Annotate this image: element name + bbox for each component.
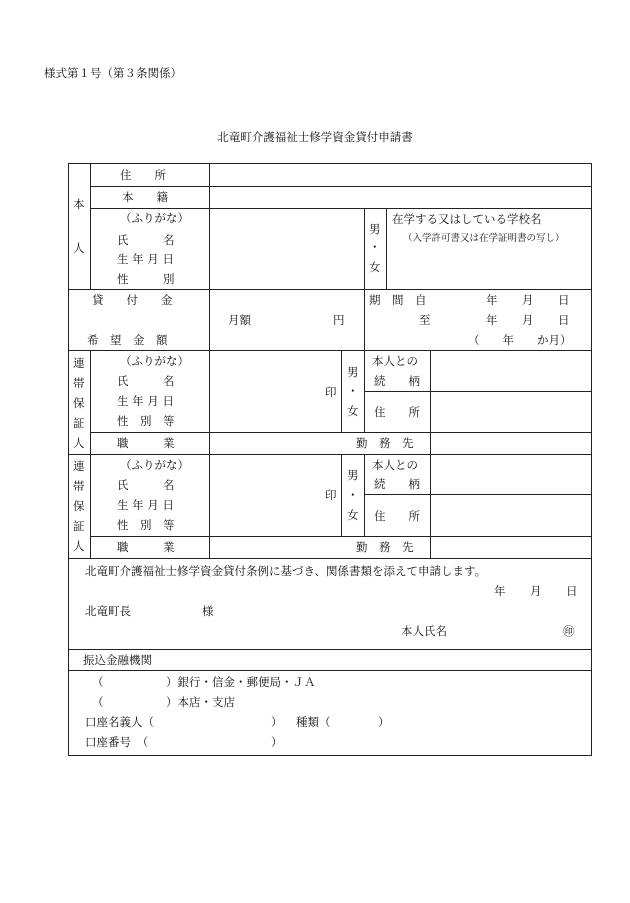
bank-line1-open: （: [92, 675, 104, 689]
addressee: 北竜町長: [85, 604, 131, 618]
period-to-day: 日: [558, 313, 570, 327]
guarantor-1-label-1: 連: [73, 356, 85, 370]
guarantor-2-sex-label: 性 別 等: [117, 518, 175, 532]
guarantor-1-name-label: 氏 名: [117, 374, 175, 388]
account-holder-close: ）: [271, 715, 283, 729]
guarantor-2-sex-male[interactable]: 男: [347, 468, 359, 482]
guarantor-2-address-label: 住 所: [374, 509, 420, 523]
guarantor-1-sex-dot: ・: [347, 384, 359, 398]
guarantor-1-relation-field[interactable]: [433, 353, 588, 389]
declaration-year: 年: [494, 584, 506, 598]
bank-header: 振込金融機関: [83, 653, 152, 667]
guarantor-2-workplace-field[interactable]: [433, 539, 588, 556]
school-label: 在学する又はしている学校名: [392, 212, 542, 226]
period-from-year: 年: [486, 293, 498, 307]
guarantor-2-label-1: 連: [73, 459, 85, 473]
guarantor-2-sex-dot: ・: [347, 488, 359, 502]
declaration-text: 北竜町介護福祉士修学資金貸付条例に基づき、関係書類を添えて申請します。: [85, 564, 487, 578]
applicant-section-label-1: 本: [73, 197, 85, 211]
guarantor-1-address-label: 住 所: [374, 405, 420, 419]
guarantor-1-occupation-field[interactable]: [212, 435, 362, 452]
account-number-field[interactable]: [160, 733, 268, 749]
honorific: 様: [202, 604, 214, 618]
guarantor-1-sex-label: 性 別 等: [117, 414, 175, 428]
guarantor-1-address-field[interactable]: [433, 394, 588, 430]
period-from-label: 期 間 自: [369, 293, 427, 307]
seal-mark-icon: ㊞: [563, 624, 575, 638]
school-name-field[interactable]: [390, 250, 588, 286]
guarantor-1-relation-label-2: 続 柄: [374, 374, 420, 388]
applicant-registry-label: 本 籍: [122, 190, 168, 204]
guarantor-1-label-3: 保: [73, 396, 85, 410]
guarantor-2-occupation-field[interactable]: [212, 539, 362, 556]
bank-name-field[interactable]: [106, 673, 166, 689]
applicant-address-label: 住 所: [120, 168, 166, 182]
guarantor-1-seal: 印: [325, 385, 337, 399]
guarantor-1-relation-label-1: 本人との: [372, 354, 418, 368]
guarantor-1-name-field[interactable]: [212, 353, 339, 430]
guarantor-1-workplace-field[interactable]: [433, 435, 588, 452]
period-from-day: 日: [558, 293, 570, 307]
period-months-note: （ 年 か月）: [468, 333, 572, 347]
guarantor-2-relation-field[interactable]: [433, 457, 588, 492]
monthly-label: 月額: [228, 313, 251, 327]
guarantor-2-workplace-label: 勤 務 先: [356, 540, 414, 554]
guarantor-1-label-5: 人: [73, 436, 85, 450]
applicant-section-label-2: 人: [73, 241, 85, 255]
loan-amount-label-2: 希 望 金 額: [87, 333, 168, 347]
guarantor-2-furigana-label: （ふりがな）: [120, 458, 189, 472]
branch-name-field[interactable]: [106, 693, 166, 709]
period-to-label: 至: [419, 313, 431, 327]
guarantor-1-birth-label: 生 年 月 日: [117, 394, 174, 408]
guarantor-2-label-5: 人: [73, 539, 85, 553]
bank-line2-close: ）本店・支店: [166, 695, 235, 709]
guarantor-2-name-field[interactable]: [212, 457, 339, 534]
period-to-year: 年: [486, 313, 498, 327]
applicant-sex-male[interactable]: 男: [369, 222, 381, 236]
guarantor-2-seal: 印: [325, 488, 337, 502]
yen-label: 円: [333, 313, 345, 327]
account-holder-field[interactable]: [158, 713, 268, 729]
account-type-close: ）: [378, 715, 390, 729]
guarantor-2-relation-label-1: 本人との: [372, 458, 418, 472]
guarantor-1-furigana-label: （ふりがな）: [120, 354, 189, 368]
account-number-label: 口座番号 （: [85, 735, 149, 749]
account-type-field[interactable]: [340, 713, 376, 729]
guarantor-1-label-4: 証: [73, 416, 85, 430]
guarantor-2-address-field[interactable]: [433, 497, 588, 534]
declaration-month: 月: [530, 584, 542, 598]
applicant-sex-female[interactable]: 女: [369, 260, 381, 274]
bank-line1-close: ）銀行・信金・郵便局・ＪＡ: [166, 675, 316, 689]
guarantor-1-label-2: 帯: [73, 376, 85, 390]
applicant-name-sign-field[interactable]: [452, 621, 556, 639]
account-number-close: ）: [271, 735, 283, 749]
guarantor-1-occupation-label: 職 業: [117, 436, 175, 450]
applicant-registry-field[interactable]: [212, 189, 588, 207]
guarantor-2-label-4: 証: [73, 519, 85, 533]
guarantor-2-label-3: 保: [73, 499, 85, 513]
period-from-month: 月: [522, 293, 534, 307]
declaration-day: 日: [566, 584, 578, 598]
guarantor-2-name-label: 氏 名: [117, 478, 175, 492]
account-type-label: 種類（: [296, 715, 331, 729]
guarantor-2-sex-female[interactable]: 女: [347, 508, 359, 522]
guarantor-2-birth-label: 生 年 月 日: [117, 498, 174, 512]
guarantor-1-workplace-label: 勤 務 先: [356, 436, 414, 450]
guarantor-1-sex-female[interactable]: 女: [347, 404, 359, 418]
form-title: 北竜町介護福祉士修学資金貸付申請書: [217, 130, 413, 144]
applicant-name-field[interactable]: [212, 211, 362, 287]
guarantor-2-occupation-label: 職 業: [117, 540, 175, 554]
applicant-sex-dot: ・: [369, 240, 381, 254]
applicant-furigana-label: （ふりがな）: [120, 211, 189, 225]
loan-amount-label-1: 貸 付 金: [92, 293, 173, 307]
monthly-amount-field[interactable]: [258, 310, 328, 328]
applicant-name-sign-label: 本人氏名: [401, 624, 447, 638]
guarantor-1-sex-male[interactable]: 男: [347, 365, 359, 379]
applicant-address-field[interactable]: [212, 166, 588, 184]
guarantor-2-label-2: 帯: [73, 479, 85, 493]
applicant-name-label: 氏 名: [117, 233, 175, 247]
applicant-birth-label: 生 年 月 日: [117, 252, 174, 266]
school-note: （入学許可書又は在学証明書の写し）: [403, 233, 565, 244]
applicant-sex-label: 性 別: [117, 272, 175, 286]
period-to-month: 月: [522, 313, 534, 327]
form-number: 様式第１号（第３条関係）: [44, 66, 182, 80]
bank-line2-open: （: [92, 695, 104, 709]
account-holder-label: 口座名義人（: [85, 715, 154, 729]
guarantor-2-relation-label-2: 続 柄: [374, 477, 420, 491]
